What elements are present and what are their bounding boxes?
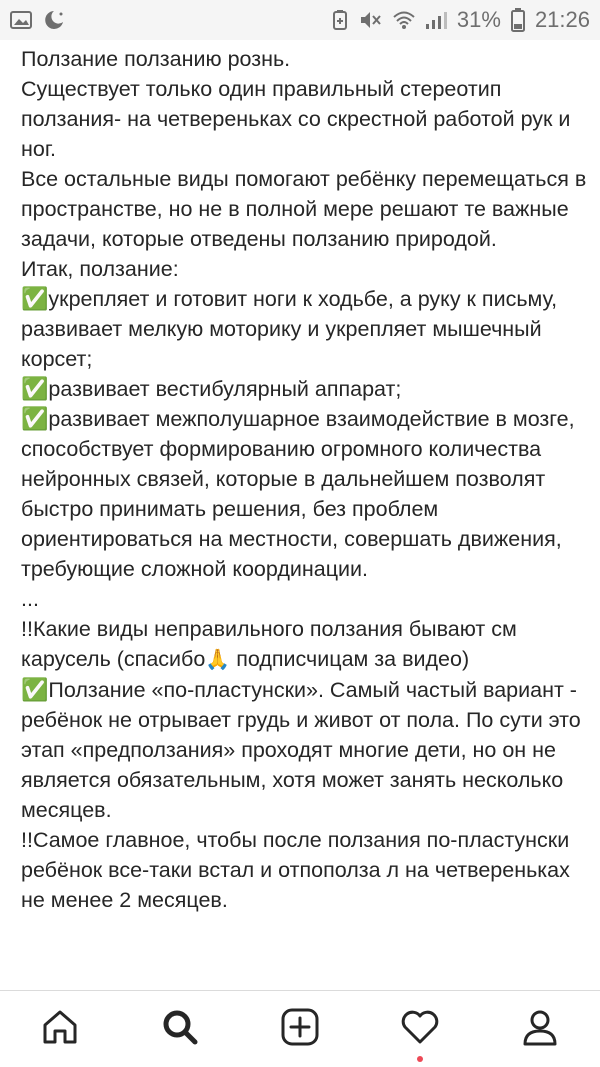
check-mark-icon: ✅ — [21, 286, 49, 311]
nav-activity-button[interactable] — [390, 999, 450, 1059]
caption-line: !!Какие виды неправильного ползания бывают см карусель (спасибо — [21, 617, 517, 671]
caption-line: Итак, ползание: — [21, 257, 179, 281]
status-bar — [0, 0, 600, 40]
caption-bullet: укрепляет и готовит ноги к ходьбе, а руку к письму, развивает мелкую моторику и укрепляет мышечный корсет; — [21, 287, 558, 371]
battery-icon — [511, 8, 525, 32]
new-post-icon — [280, 1007, 320, 1052]
nav-home-button[interactable] — [30, 999, 90, 1059]
caption-line: Существует только один правильный стереотип ползания- на четвереньках со скрестной работой рук и ног. — [21, 77, 571, 161]
image-icon — [10, 10, 32, 30]
nav-profile-button[interactable] — [510, 999, 570, 1059]
caption-line: !!Самое главное, чтобы после ползания по-пластунски ребёнок все-таки встал и отпополза л на четвереньках не менее 2 месяцев. — [21, 828, 570, 912]
night-mode-icon — [42, 9, 66, 31]
caption-bullet: развивает межполушарное взаимодействие в мозге, способствует формированию огромного количества нейронных связей, которые в дальнейшем позволят быстро принимать решения, без проблем ориентироваться на местности, совершать движения, требующие сложной координации. — [21, 407, 575, 581]
check-mark-icon: ✅ — [21, 406, 49, 431]
check-mark-icon: ✅ — [21, 677, 49, 702]
mute-icon — [359, 9, 383, 31]
profile-icon — [520, 1007, 560, 1052]
battery-percent: 31% — [456, 7, 501, 32]
notification-dot — [417, 1056, 423, 1062]
praying-hands-icon: 🙏 — [205, 649, 231, 671]
caption-bullet: развивает вестибулярный аппарат; — [48, 377, 402, 401]
home-icon — [40, 1007, 80, 1052]
clock: 21:26 — [534, 7, 590, 32]
caption-line: подписчицам за видео) — [230, 647, 470, 671]
nav-search-button[interactable] — [150, 999, 210, 1059]
signal-icon — [425, 10, 447, 30]
post-caption — [21, 44, 593, 994]
nav-new-post-button[interactable] — [270, 999, 330, 1059]
caption-ellipsis: ... — [21, 587, 39, 611]
check-mark-icon: ✅ — [21, 376, 49, 401]
battery-saver-icon — [331, 9, 349, 31]
caption-line: Все остальные виды помогают ребёнку перемещаться в пространстве, но не в полной мере решают те важные задачи, которые отведены ползанию природой. — [21, 167, 587, 251]
search-icon — [160, 1007, 200, 1052]
wifi-icon — [393, 10, 415, 30]
bottom-nav — [0, 990, 600, 1067]
caption-bullet: Ползание «по-пластунски». Самый частый вариант - ребёнок не отрывает грудь и живот от пола. По сути это этап «предползания» проходят многие дети, но он не является обязательным, хотя может занять несколько месяцев. — [21, 678, 581, 822]
activity-icon — [399, 1007, 441, 1052]
caption-line: Ползание ползанию рознь. — [21, 47, 291, 71]
